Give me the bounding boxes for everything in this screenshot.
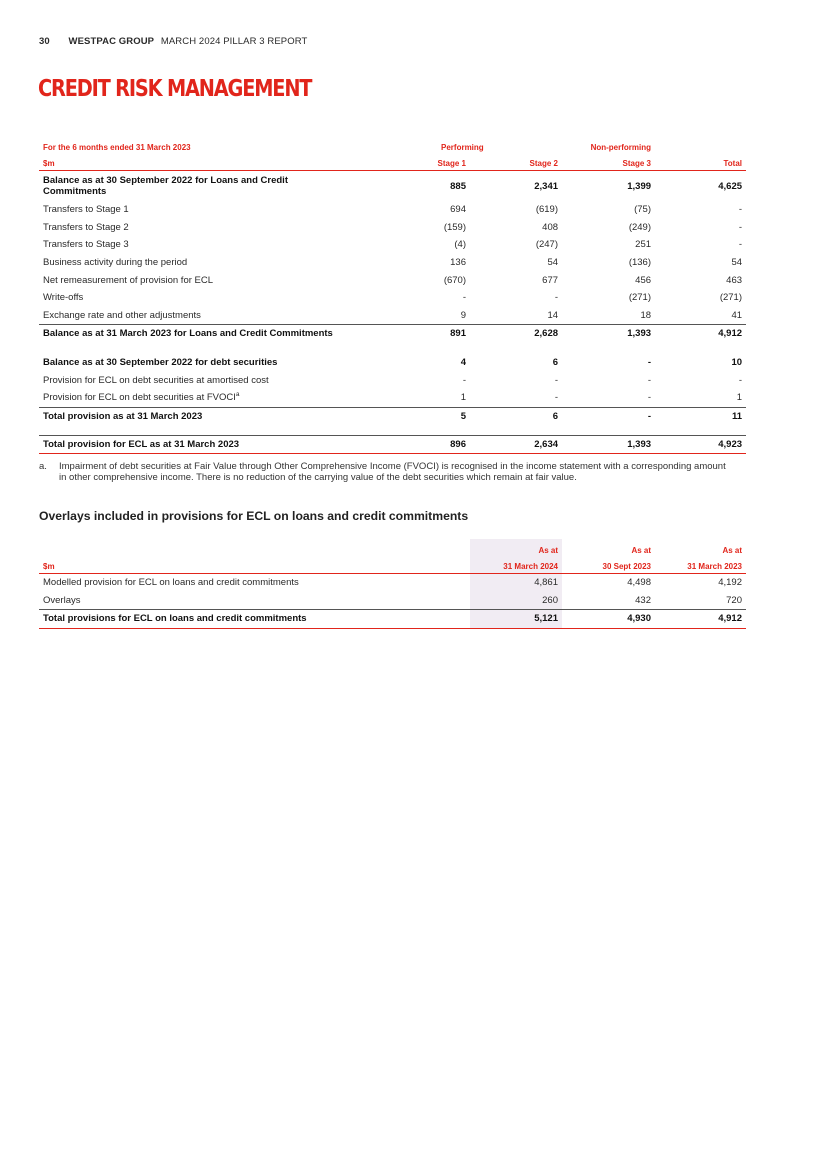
table-row [39,236,746,254]
cell-sept-2023: 432 [635,594,651,606]
table-row [39,325,746,343]
cell-stage-3: 1,399 [627,180,652,192]
cell-total: - [738,239,743,251]
cell-stage-3: - [647,357,652,369]
cell-stage-3: (249) [628,221,652,233]
table-row [39,407,746,425]
footnote-text: Impairment of debt securities at Fair Value through Other Comprehensive Income (FVOCI) is recognised in the income statement with a corresponding amount in other comprehensive income. There is no reduction of the carrying value of the debt securities which remain at fair value. [59,461,726,483]
cell-stage-1: 896 [383,436,470,454]
cell-mar-2023: 4,192 [718,577,742,589]
cell-total: 463 [726,274,743,286]
cell-mar-2023: 720 [726,594,742,606]
cell-stage-3: - [647,392,652,404]
table-row [39,271,746,289]
col-31-march-2024: 31 March 2024 [470,555,562,574]
cell-total: 54 [731,257,743,269]
table-row [39,171,746,202]
row-label: Total provision as at 31 March 2023 [39,407,383,425]
row-label: Transfers to Stage 1 [43,204,129,216]
overlays-table [39,539,746,629]
table-row [39,254,746,272]
col-stage-1: Stage 1 [383,152,470,171]
table-row [39,574,746,592]
row-label: Total provisions for ECL on loans and credit commitments [39,610,470,629]
cell-sept-2023: 4,930 [562,610,655,629]
table-row [39,592,746,610]
table-row [39,371,746,389]
cell-stage-2: 2,628 [470,325,562,343]
row-label: Overlays [43,594,81,606]
table-row [39,201,746,219]
cell-stage-2: 677 [542,274,559,286]
cell-total: 11 [655,407,746,425]
row-label: Business activity during the period [43,257,188,269]
table-row [39,354,746,372]
cell-stage-2: - [554,292,559,304]
cell-stage-1: 891 [383,325,470,343]
cell-sept-2023: 4,498 [627,577,651,589]
cell-stage-1: - [462,374,466,386]
section-heading-overlays: Overlays included in provisions for ECL on loans and credit commitments [39,509,469,523]
cell-total: 1 [736,392,743,404]
cell-stage-3: 1,393 [562,325,655,343]
cell-mar-2023: 4,912 [655,610,746,629]
cell-stage-3: (136) [628,257,652,269]
cell-stage-1: 136 [450,257,466,269]
unit-label: $m [39,152,383,171]
row-label-with-footnote [39,389,383,407]
cell-stage-1: 885 [450,180,466,192]
cell-total: 4,923 [655,436,746,454]
group-non-performing: Non-performing [590,143,652,152]
group-performing: Performing [441,143,484,152]
page-title: CREDIT RISK MANAGEMENT [38,76,312,102]
table-row [39,389,746,407]
cell-stage-3: 456 [635,274,652,286]
cell-stage-3: 251 [635,239,652,251]
table-row [39,610,746,629]
cell-stage-1: (670) [443,274,466,286]
row-label: Write-offs [43,292,84,304]
cell-stage-3: - [562,407,655,425]
footnote-ref: a [235,391,240,399]
cell-stage-2: 6 [470,407,562,425]
cell-stage-2: 14 [547,309,559,321]
col-stage-3: Stage 3 [562,152,655,171]
cell-stage-3: - [647,374,652,386]
cell-total: 10 [731,357,743,369]
cell-stage-2: - [554,374,559,386]
cell-stage-1: 9 [460,309,466,321]
row-label: Balance as at 30 September 2022 for debt securities [43,357,278,369]
footnote [39,461,729,483]
cell-stage-2: 408 [542,221,559,233]
cell-stage-1: 4 [460,357,466,369]
cell-stage-1: (4) [454,239,466,251]
cell-stage-3: (271) [628,292,652,304]
col-31-march-2023: 31 March 2023 [655,555,746,574]
row-label: Exchange rate and other adjustments [43,309,201,321]
cell-stage-3: (75) [634,204,652,216]
cell-stage-1: 694 [450,204,466,216]
table-row [39,289,746,307]
cell-stage-1: 5 [383,407,470,425]
spacer-row [39,425,746,436]
cell-stage-2: (619) [535,204,559,216]
cell-stage-1: 1 [460,392,466,404]
cell-stage-1: - [462,292,466,304]
page-header [39,36,307,47]
cell-total: 41 [731,309,743,321]
cell-stage-2: 2,341 [534,180,559,192]
cell-total: (271) [719,292,743,304]
col-30-sept-2023: 30 Sept 2023 [562,555,655,574]
row-label: Transfers to Stage 2 [43,221,129,233]
table-row-grand-total [39,436,746,454]
row-label: Balance as at 31 March 2023 for Loans and Credit Commitments [39,325,383,343]
row-label: Provision for ECL on debt securities at amortised cost [43,374,269,386]
footnote-mark: a. [39,461,47,472]
col-stage-2: Stage 2 [470,152,562,171]
row-label: Transfers to Stage 3 [43,239,129,251]
cell-stage-3: 1,393 [562,436,655,454]
ecl-movement-table [39,136,746,454]
cell-stage-2: 6 [552,357,559,369]
cell-stage-2: (247) [535,239,559,251]
cell-stage-2: - [554,392,559,404]
cell-mar-2024: 5,121 [470,610,562,629]
row-label: Net remeasurement of provision for ECL [43,274,214,286]
page-number: 30 [39,36,50,47]
spacer-row [39,343,746,354]
row-label: Total provision for ECL as at 31 March 2023 [39,436,383,454]
col-total: Total [655,152,746,171]
unit-label: $m [39,555,470,574]
row-label: Provision for ECL on debt securities at FVOCI [43,392,236,404]
cell-mar-2024: 4,861 [470,574,562,592]
cell-stage-2: 2,634 [470,436,562,454]
cell-total: - [738,221,743,233]
report-name: MARCH 2024 PILLAR 3 REPORT [160,36,308,47]
col-as-at-2024: As at [470,539,562,555]
cell-stage-3: 18 [640,309,652,321]
table-row [39,307,746,325]
cell-total: - [738,374,743,386]
brand-name: WESTPAC GROUP [68,36,155,47]
period-label: For the 6 months ended 31 March 2023 [43,143,191,152]
table-row [39,219,746,237]
cell-total: - [738,204,743,216]
cell-total: 4,625 [718,180,743,192]
cell-mar-2024: 260 [470,592,562,610]
row-label: Balance as at 30 September 2022 for Loans and Credit Commitments [43,175,288,197]
cell-total: 4,912 [655,325,746,343]
cell-stage-2: 54 [547,257,559,269]
cell-stage-1: (159) [443,221,466,233]
col-as-at-mar-2023: As at [722,546,742,555]
row-label: Modelled provision for ECL on loans and credit commitments [43,577,299,589]
col-as-at-sept-2023: As at [631,546,651,555]
